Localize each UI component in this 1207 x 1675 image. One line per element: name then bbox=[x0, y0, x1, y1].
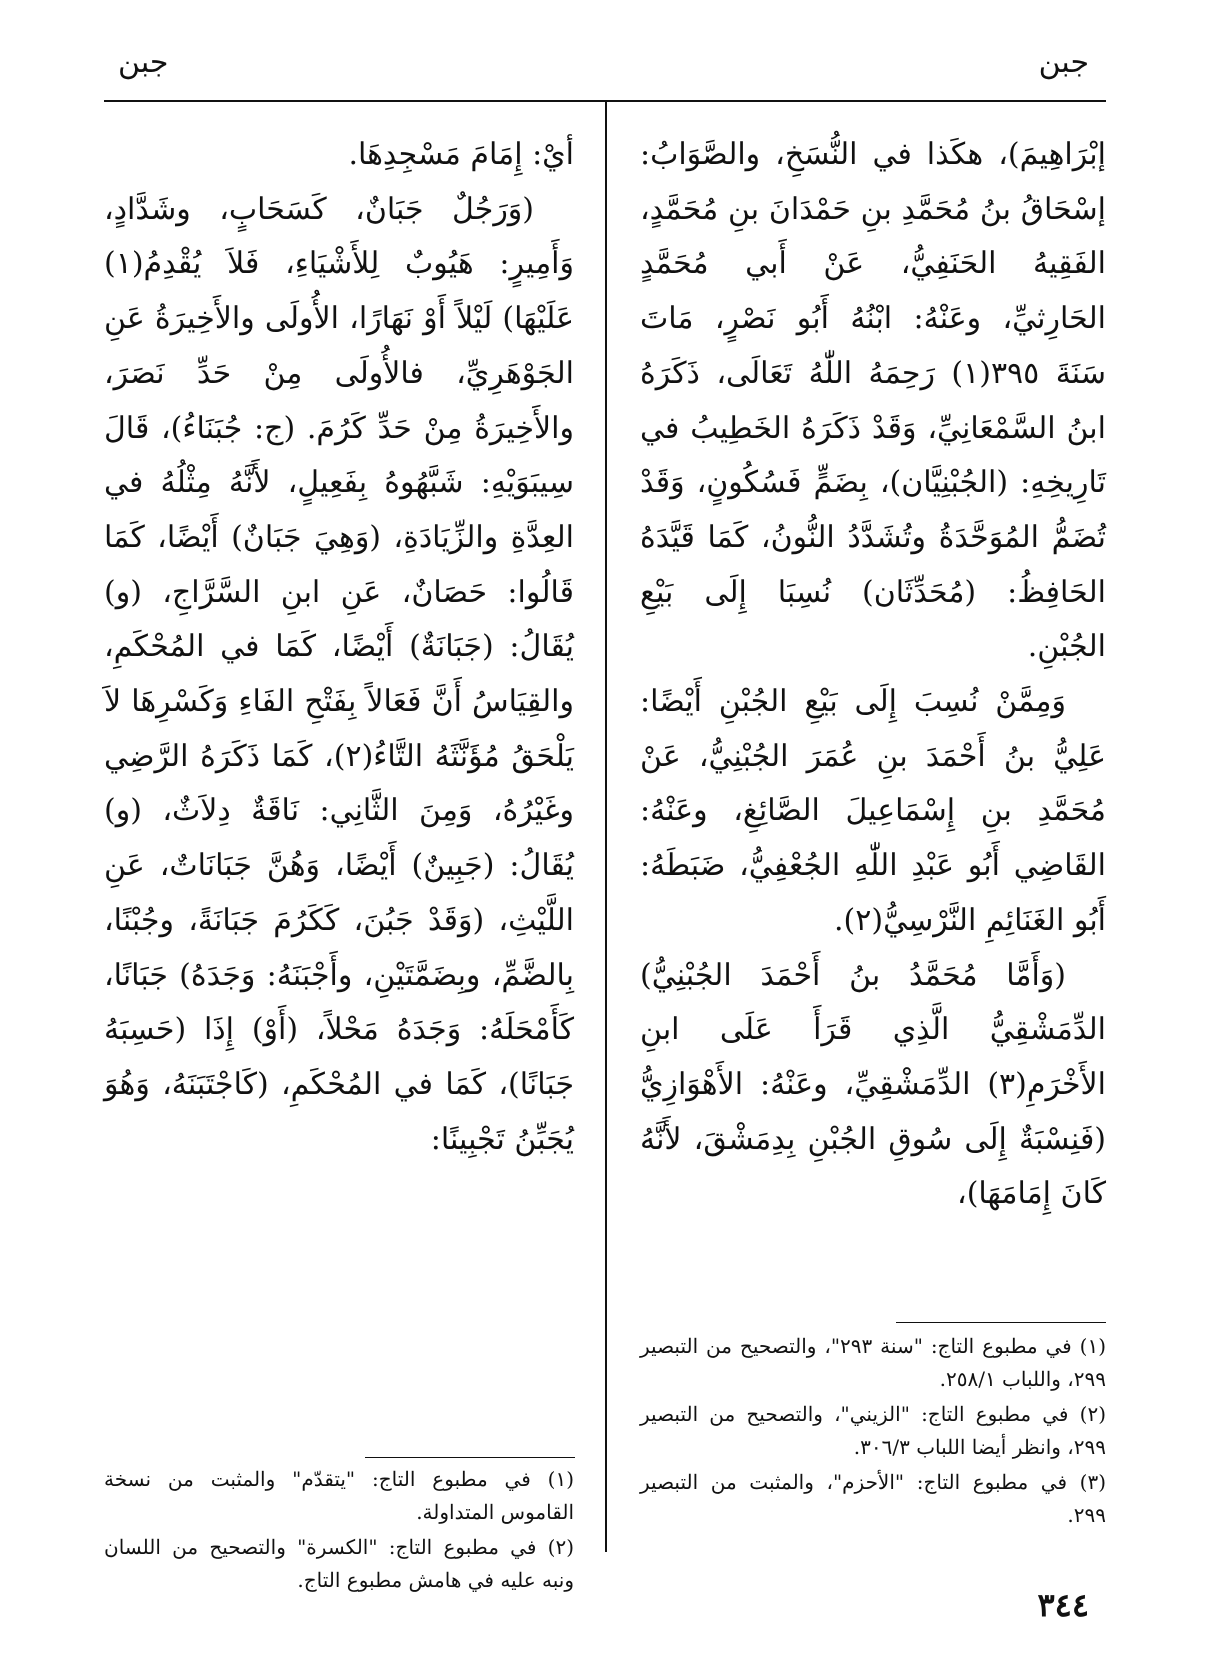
column-divider bbox=[605, 100, 607, 1552]
header-entry-word-left: جبن bbox=[118, 45, 169, 80]
footnote-rule-left bbox=[365, 1457, 575, 1458]
left-footnotes bbox=[104, 1463, 574, 1599]
right-footnote-2: (٢) في مطبوع التاج: "الزيني"، والتصحيح من التبصير ٢٩٩، وانظر أيضا اللباب ٣٠٦/٣. bbox=[640, 1402, 1106, 1459]
right-column-text bbox=[640, 128, 1106, 1222]
header-entry-word-right: جبن bbox=[1038, 45, 1089, 80]
left-paragraph-2: (وَرَجُلٌ جَبَانٌ، كَسَحَابٍ، وشَدَّادٍ، وَأَمِيرٍ: هَيُوبٌ لِلأَشْيَاءِ، فَلاَ يُقْدِمُ(١) عَلَيْهَا) لَيْلاً أَوْ نَهَارًا، الأُولَى والأَخِيرَةُ عَنِ الجَوْهَرِيِّ، فالأُولَى مِنْ حَدِّ نَصَرَ، والأَخِيرَةُ مِنْ حَدِّ كَرُمَ. (ج: جُبَنَاءُ)، قَالَ سِيبَوَيْهِ: شَبَّهُوهُ بِفَعِيلٍ، لأَنَّهُ مِثْلُهُ في العِدَّةِ والزِّيَادَةِ، (وَهِيَ جَبَانٌ) أَيْضًا، كَمَا قَالُوا: حَصَانٌ، عَنِ ابنِ السَّرَّاجِ، (و) يُقَالُ: (جَبَانَةٌ) أَيْضًا، كَمَا في المُحْكَمِ، والقِيَاسُ أَنَّ فَعَالاً بِفَتْحِ الفَاءِ وَكَسْرِهَا لاَ يَلْحَقُ مُؤَنَّثَهُ التَّاءُ(٢)، كَمَا ذَكَرَهُ الرَّضِي وغَيْرُهُ، وَمِنَ الثَّانِي: نَاقَةٌ دِلاَثٌ، (و) يُقَالُ: (جَبِينٌ) أَيْضًا، وَهُنَّ جَبَانَاتٌ، عَنِ اللَّيْثِ، (وَقَدْ جَبُنَ، كَكَرُمَ جَبَانَةً، وجُبْنًا، بِالضَّمِّ، وبِضَمَّتَيْنِ، وأَجْبَنَهُ: وَجَدَهُ) جَبَانًا، كَأَمْحَلَهُ: وَجَدَهُ مَحْلاً، (أَوْ) إِذَا (حَسِبَهُ جَبَانًا)، كَمَا في المُحْكَمِ، (كَاجْتَبَنَهُ، وَهُوَ يُجَبِّنُ تَجْبِينًا: bbox=[104, 191, 574, 1157]
footnote-rule-right bbox=[896, 1322, 1106, 1323]
right-paragraph-2: وَمِمَّنْ نُسِبَ إِلَى بَيْعِ الجُبْنِ أَيْضًا: عَلِيُّ بنُ أَحْمَدَ بنِ عُمَرَ الجُبْنِيُّ، عَنْ مُحَمَّدِ بنِ إِسْمَاعِيلَ الصَّائِغِ، وعَنْهُ: القَاضِي أَبُو عَبْدِ اللّٰهِ الجُعْفِيُّ، ضَبَطَهُ: أَبُو الغَنَائِمِ النَّرْسِيُّ(٢). bbox=[640, 684, 1106, 938]
right-paragraph-1: إبْرَاهِيمَ)، هكَذا في النُّسَخِ، والصَّوَابُ: إسْحَاقُ بنُ مُحَمَّدِ بنِ حَمْدَانَ بنِ مُحَمَّدٍ، الفَقِيهُ الحَنَفِيُّ، عَنْ أَبي مُحَمَّدٍ الحَارِثيِّ، وعَنْهُ: ابْنُهُ أَبُو نَصْرٍ، مَاتَ سَنَةَ ٣٩٥(١) رَحِمَهُ اللّٰهُ تَعَالَى، ذَكَرَهُ ابنُ السَّمْعَانِيِّ، وَقَدْ ذَكَرَهُ الخَطِيبُ في تَارِيخِهِ: (الجُبْنِيَّان)، بِضَمٍّ فَسُكُونٍ، وَقَدْ تُضَمُّ المُوَحَّدَةُ وتُشَدَّدُ النُّونُ، كَمَا قَيَّدَهُ الحَافِظُ: (مُحَدِّثَان) نُسِبَا إِلَى بَيْعِ الجُبْنِ. bbox=[640, 137, 1106, 665]
right-paragraph-3: (وَأَمَّا مُحَمَّدُ بنُ أَحْمَدَ الجُبْنِيُّ) الدِّمَشْقِيُّ الَّذِي قَرَأَ عَلَى ابنِ الأَخْرَمِ(٣) الدِّمَشْقِيِّ، وعَنْهُ: الأَهْوَازِيُّ (فَنِسْبَةٌ إِلَى سُوقِ الجُبْنِ بِدِمَشْقَ، لأَنَّهُ كَانَ إِمَامَهَا)، bbox=[640, 957, 1106, 1212]
right-footnote-3: (٣) في مطبوع التاج: "الأحزم"، والمثبت من التبصير ٢٩٩. bbox=[640, 1470, 1106, 1527]
right-footnotes bbox=[640, 1330, 1106, 1534]
left-column-text bbox=[104, 128, 574, 1167]
left-footnote-2: (٢) في مطبوع التاج: "الكسرة" والتصحيح من اللسان ونبه عليه في هامش مطبوع التاج. bbox=[104, 1535, 574, 1592]
right-footnote-1: (١) في مطبوع التاج: "سنة ٢٩٣"، والتصحيح من التبصير ٢٩٩، واللباب ٢٥٨/١. bbox=[640, 1334, 1107, 1391]
left-paragraph-1: أيْ: إِمَامَ مَسْجِدِهَا. bbox=[348, 137, 574, 172]
left-footnote-1: (١) في مطبوع التاج: "يتقدّم" والمثبت من نسخة القاموس المتداولة. bbox=[104, 1467, 574, 1524]
page-number: ٣٤٤ bbox=[1037, 1586, 1089, 1624]
